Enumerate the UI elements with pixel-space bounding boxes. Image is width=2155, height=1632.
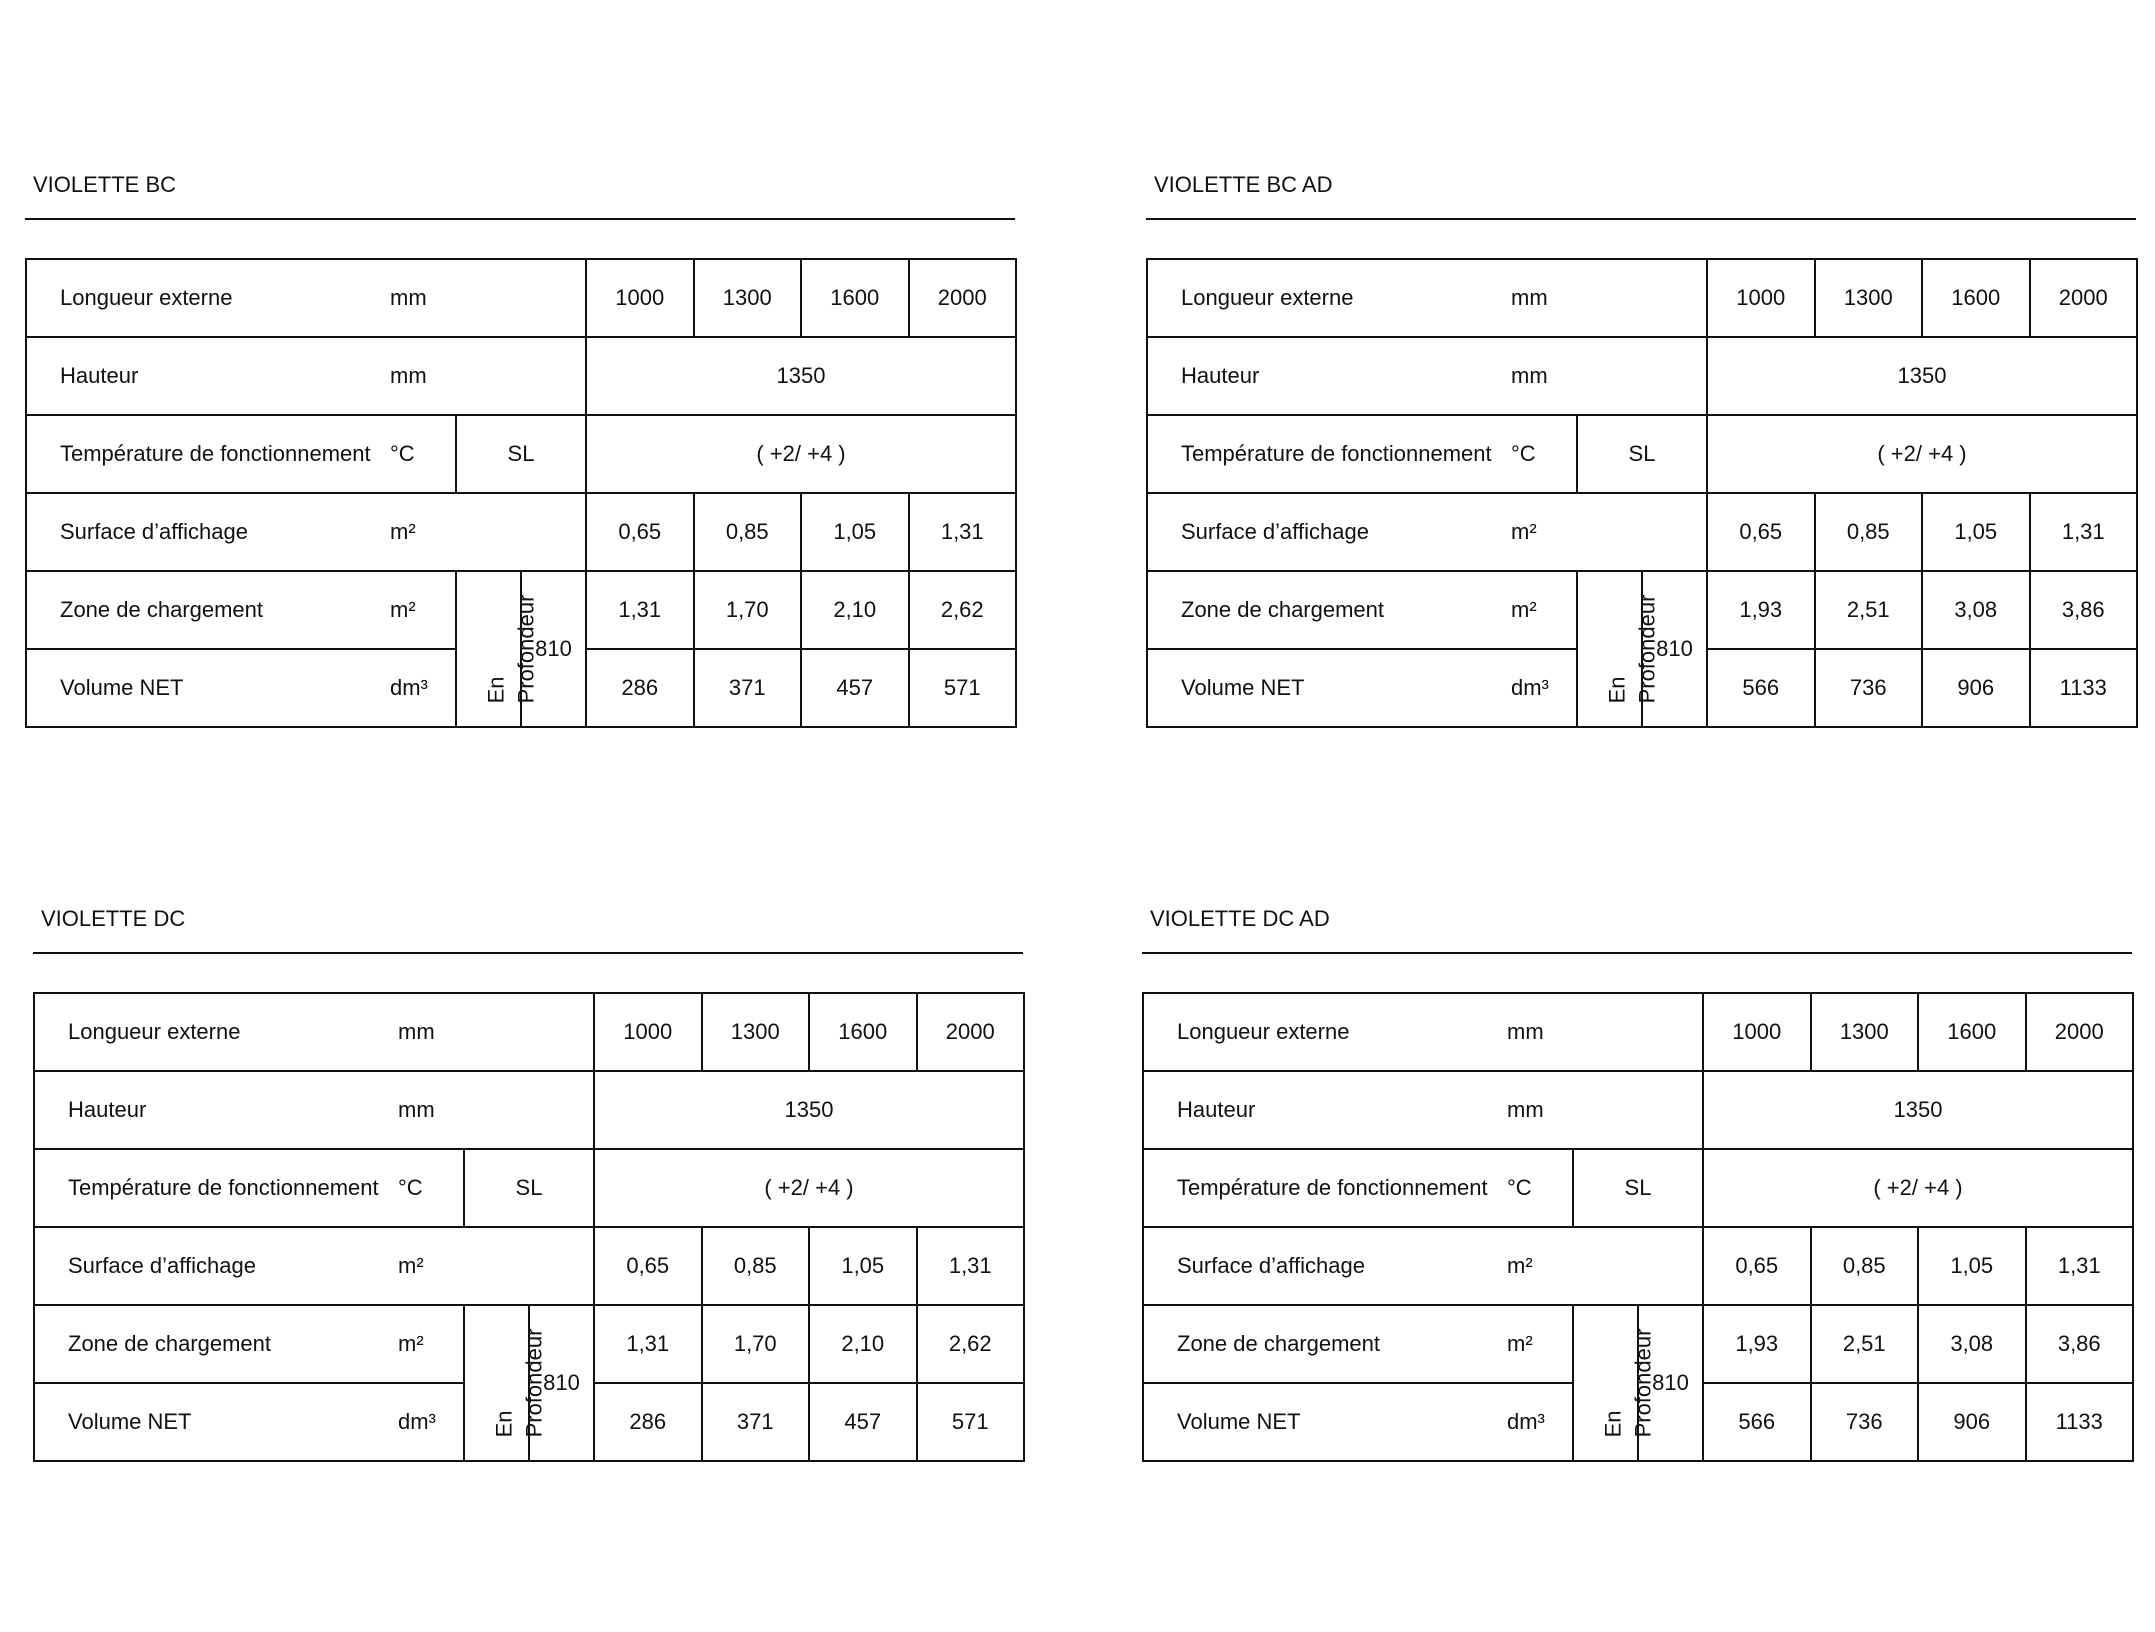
depth-label-rotated — [1602, 595, 1662, 704]
panel-title: VIOLETTE DC AD — [1150, 906, 1330, 931]
spec-table — [33, 992, 1025, 1462]
label-surface: Surface d’affichage — [1147, 493, 1497, 571]
unit-temperature: °C — [376, 415, 456, 493]
label-volume: Volume NET — [1143, 1383, 1493, 1461]
value-cell: 1133 — [2026, 1383, 2134, 1461]
title-divider — [1142, 952, 2132, 954]
row-hauteur — [1147, 337, 2137, 415]
value-hauteur: 1350 — [586, 337, 1016, 415]
value-cell: 0,65 — [586, 493, 694, 571]
value-cell: 3,08 — [1922, 571, 2030, 649]
value-cell: 566 — [1707, 649, 1815, 727]
depth-label-line1: En — [491, 1410, 517, 1438]
value-cell: 2000 — [909, 259, 1017, 337]
value-cell: 371 — [694, 649, 802, 727]
value-cell: 0,85 — [702, 1227, 810, 1305]
value-cell: 371 — [702, 1383, 810, 1461]
value-cell: 1,31 — [594, 1305, 702, 1383]
label-zone: Zone de chargement — [1147, 571, 1497, 649]
row-temperature — [26, 415, 1016, 493]
row-surface — [1143, 1227, 2133, 1305]
depth-label-line1: En — [1600, 1410, 1626, 1438]
label-volume: Volume NET — [1147, 649, 1497, 727]
row-longueur — [1143, 993, 2133, 1071]
label-longueur: Longueur externe — [1147, 259, 1497, 337]
row-surface — [1147, 493, 2137, 571]
label-zone: Zone de chargement — [1143, 1305, 1493, 1383]
value-cell: 457 — [801, 649, 909, 727]
value-cell: 0,85 — [694, 493, 802, 571]
temperature-class: SL — [456, 415, 586, 493]
value-cell: 1,31 — [917, 1227, 1025, 1305]
label-volume: Volume NET — [26, 649, 376, 727]
value-cell: 571 — [909, 649, 1017, 727]
value-cell: 1,31 — [909, 493, 1017, 571]
label-temperature: Température de fonctionnement — [34, 1149, 384, 1227]
label-hauteur: Hauteur — [26, 337, 376, 415]
value-cell: 566 — [1703, 1383, 1811, 1461]
value-cell: 1600 — [809, 993, 917, 1071]
unit-volume: dm³ — [1497, 649, 1577, 727]
label-temperature: Température de fonctionnement — [1147, 415, 1497, 493]
spec-panel — [1142, 904, 2132, 1462]
temperature-class: SL — [1577, 415, 1707, 493]
depth-label — [464, 1305, 547, 1461]
label-volume: Volume NET — [34, 1383, 384, 1461]
value-cell: 2,62 — [917, 1305, 1025, 1383]
unit-longueur: mm — [1493, 993, 1703, 1071]
label-surface: Surface d’affichage — [34, 1227, 384, 1305]
depth-label-line2: Profondeur — [1634, 594, 1660, 704]
label-longueur: Longueur externe — [1143, 993, 1493, 1071]
title-divider — [1146, 218, 2136, 220]
depth-value: 810 — [521, 571, 586, 727]
value-cell: 1,05 — [1918, 1227, 2026, 1305]
value-cell: 2,51 — [1811, 1305, 1919, 1383]
unit-volume: dm³ — [1493, 1383, 1573, 1461]
label-zone: Zone de chargement — [34, 1305, 384, 1383]
depth-label-line2: Profondeur — [521, 1328, 547, 1438]
value-cell: 2000 — [917, 993, 1025, 1071]
value-cell: 1,70 — [702, 1305, 810, 1383]
panel-title: VIOLETTE BC AD — [1154, 172, 1333, 197]
depth-label-line1: En — [483, 676, 509, 704]
value-cell: 1300 — [702, 993, 810, 1071]
value-temperature: ( +2/ +4 ) — [594, 1149, 1024, 1227]
unit-longueur: mm — [376, 259, 586, 337]
value-cell: 1133 — [2030, 649, 2138, 727]
label-longueur: Longueur externe — [26, 259, 376, 337]
unit-volume: dm³ — [376, 649, 456, 727]
label-hauteur: Hauteur — [1143, 1071, 1493, 1149]
depth-label-line2: Profondeur — [513, 594, 539, 704]
value-cell: 1300 — [694, 259, 802, 337]
value-cell: 1300 — [1815, 259, 1923, 337]
value-cell: 1,70 — [694, 571, 802, 649]
spec-table — [25, 258, 1017, 728]
row-hauteur — [34, 1071, 1024, 1149]
value-cell: 0,65 — [1707, 493, 1815, 571]
value-cell: 1,31 — [2026, 1227, 2134, 1305]
value-temperature: ( +2/ +4 ) — [1707, 415, 2137, 493]
depth-label — [1573, 1305, 1656, 1461]
value-cell: 286 — [586, 649, 694, 727]
unit-surface: m² — [384, 1227, 594, 1305]
label-longueur: Longueur externe — [34, 993, 384, 1071]
depth-label-rotated — [481, 595, 541, 704]
row-zone — [1143, 1305, 2133, 1383]
label-surface: Surface d’affichage — [1143, 1227, 1493, 1305]
value-temperature: ( +2/ +4 ) — [586, 415, 1016, 493]
value-cell: 1,93 — [1703, 1305, 1811, 1383]
temperature-class: SL — [1573, 1149, 1703, 1227]
row-longueur — [26, 259, 1016, 337]
value-cell: 1000 — [1703, 993, 1811, 1071]
row-hauteur — [1143, 1071, 2133, 1149]
value-cell: 0,65 — [1703, 1227, 1811, 1305]
value-hauteur: 1350 — [1703, 1071, 2133, 1149]
title-divider — [25, 218, 1015, 220]
value-cell: 571 — [917, 1383, 1025, 1461]
value-cell: 0,65 — [594, 1227, 702, 1305]
spec-panel — [33, 904, 1023, 1462]
title-divider — [33, 952, 1023, 954]
row-surface — [34, 1227, 1024, 1305]
value-cell: 2,62 — [909, 571, 1017, 649]
label-hauteur: Hauteur — [34, 1071, 384, 1149]
value-cell: 1,05 — [801, 493, 909, 571]
depth-label-rotated — [1598, 1329, 1658, 1438]
depth-label — [1577, 571, 1660, 727]
value-cell: 2000 — [2026, 993, 2134, 1071]
panel-title: VIOLETTE DC — [41, 906, 186, 931]
temperature-class: SL — [464, 1149, 594, 1227]
value-cell: 1000 — [1707, 259, 1815, 337]
label-surface: Surface d’affichage — [26, 493, 376, 571]
label-zone: Zone de chargement — [26, 571, 376, 649]
value-cell: 1600 — [1918, 993, 2026, 1071]
value-cell: 1600 — [1922, 259, 2030, 337]
label-hauteur: Hauteur — [1147, 337, 1497, 415]
value-cell: 1600 — [801, 259, 909, 337]
value-cell: 1,31 — [586, 571, 694, 649]
value-cell: 286 — [594, 1383, 702, 1461]
unit-hauteur: mm — [376, 337, 586, 415]
unit-zone: m² — [1497, 571, 1577, 649]
value-cell: 1000 — [586, 259, 694, 337]
unit-zone: m² — [384, 1305, 464, 1383]
unit-hauteur: mm — [384, 1071, 594, 1149]
unit-temperature: °C — [384, 1149, 464, 1227]
depth-value: 810 — [529, 1305, 594, 1461]
spec-table — [1142, 992, 2134, 1462]
value-cell: 906 — [1922, 649, 2030, 727]
panel-title: VIOLETTE BC — [33, 172, 177, 197]
value-cell: 1300 — [1811, 993, 1919, 1071]
row-zone — [34, 1305, 1024, 1383]
value-cell: 2,10 — [809, 1305, 917, 1383]
unit-surface: m² — [376, 493, 586, 571]
label-temperature: Température de fonctionnement — [26, 415, 376, 493]
row-zone — [26, 571, 1016, 649]
row-longueur — [34, 993, 1024, 1071]
row-temperature — [34, 1149, 1024, 1227]
unit-longueur: mm — [1497, 259, 1707, 337]
unit-temperature: °C — [1493, 1149, 1573, 1227]
unit-surface: m² — [1493, 1227, 1703, 1305]
unit-zone: m² — [376, 571, 456, 649]
value-cell: 2,10 — [801, 571, 909, 649]
value-hauteur: 1350 — [1707, 337, 2137, 415]
value-cell: 1,93 — [1707, 571, 1815, 649]
value-cell: 0,85 — [1815, 493, 1923, 571]
value-cell: 457 — [809, 1383, 917, 1461]
spec-panel — [1146, 170, 2136, 728]
value-cell: 3,86 — [2026, 1305, 2134, 1383]
value-cell: 736 — [1815, 649, 1923, 727]
value-cell: 736 — [1811, 1383, 1919, 1461]
spec-table — [1146, 258, 2138, 728]
value-cell: 0,85 — [1811, 1227, 1919, 1305]
value-cell: 3,86 — [2030, 571, 2138, 649]
value-cell: 2,51 — [1815, 571, 1923, 649]
unit-volume: dm³ — [384, 1383, 464, 1461]
row-hauteur — [26, 337, 1016, 415]
value-cell: 1,05 — [1922, 493, 2030, 571]
unit-hauteur: mm — [1493, 1071, 1703, 1149]
value-cell: 2000 — [2030, 259, 2138, 337]
value-cell: 1,31 — [2030, 493, 2138, 571]
value-cell: 906 — [1918, 1383, 2026, 1461]
value-hauteur: 1350 — [594, 1071, 1024, 1149]
value-cell: 3,08 — [1918, 1305, 2026, 1383]
row-temperature — [1143, 1149, 2133, 1227]
depth-label-rotated — [489, 1329, 549, 1438]
spec-panel — [25, 170, 1015, 728]
unit-surface: m² — [1497, 493, 1707, 571]
value-cell: 1000 — [594, 993, 702, 1071]
depth-label-line2: Profondeur — [1630, 1328, 1656, 1438]
label-temperature: Température de fonctionnement — [1143, 1149, 1493, 1227]
unit-zone: m² — [1493, 1305, 1573, 1383]
row-temperature — [1147, 415, 2137, 493]
value-cell: 1,05 — [809, 1227, 917, 1305]
unit-longueur: mm — [384, 993, 594, 1071]
unit-temperature: °C — [1497, 415, 1577, 493]
value-temperature: ( +2/ +4 ) — [1703, 1149, 2133, 1227]
unit-hauteur: mm — [1497, 337, 1707, 415]
depth-label — [456, 571, 539, 727]
row-longueur — [1147, 259, 2137, 337]
depth-value: 810 — [1642, 571, 1707, 727]
depth-value: 810 — [1638, 1305, 1703, 1461]
row-surface — [26, 493, 1016, 571]
depth-label-line1: En — [1604, 676, 1630, 704]
row-zone — [1147, 571, 2137, 649]
